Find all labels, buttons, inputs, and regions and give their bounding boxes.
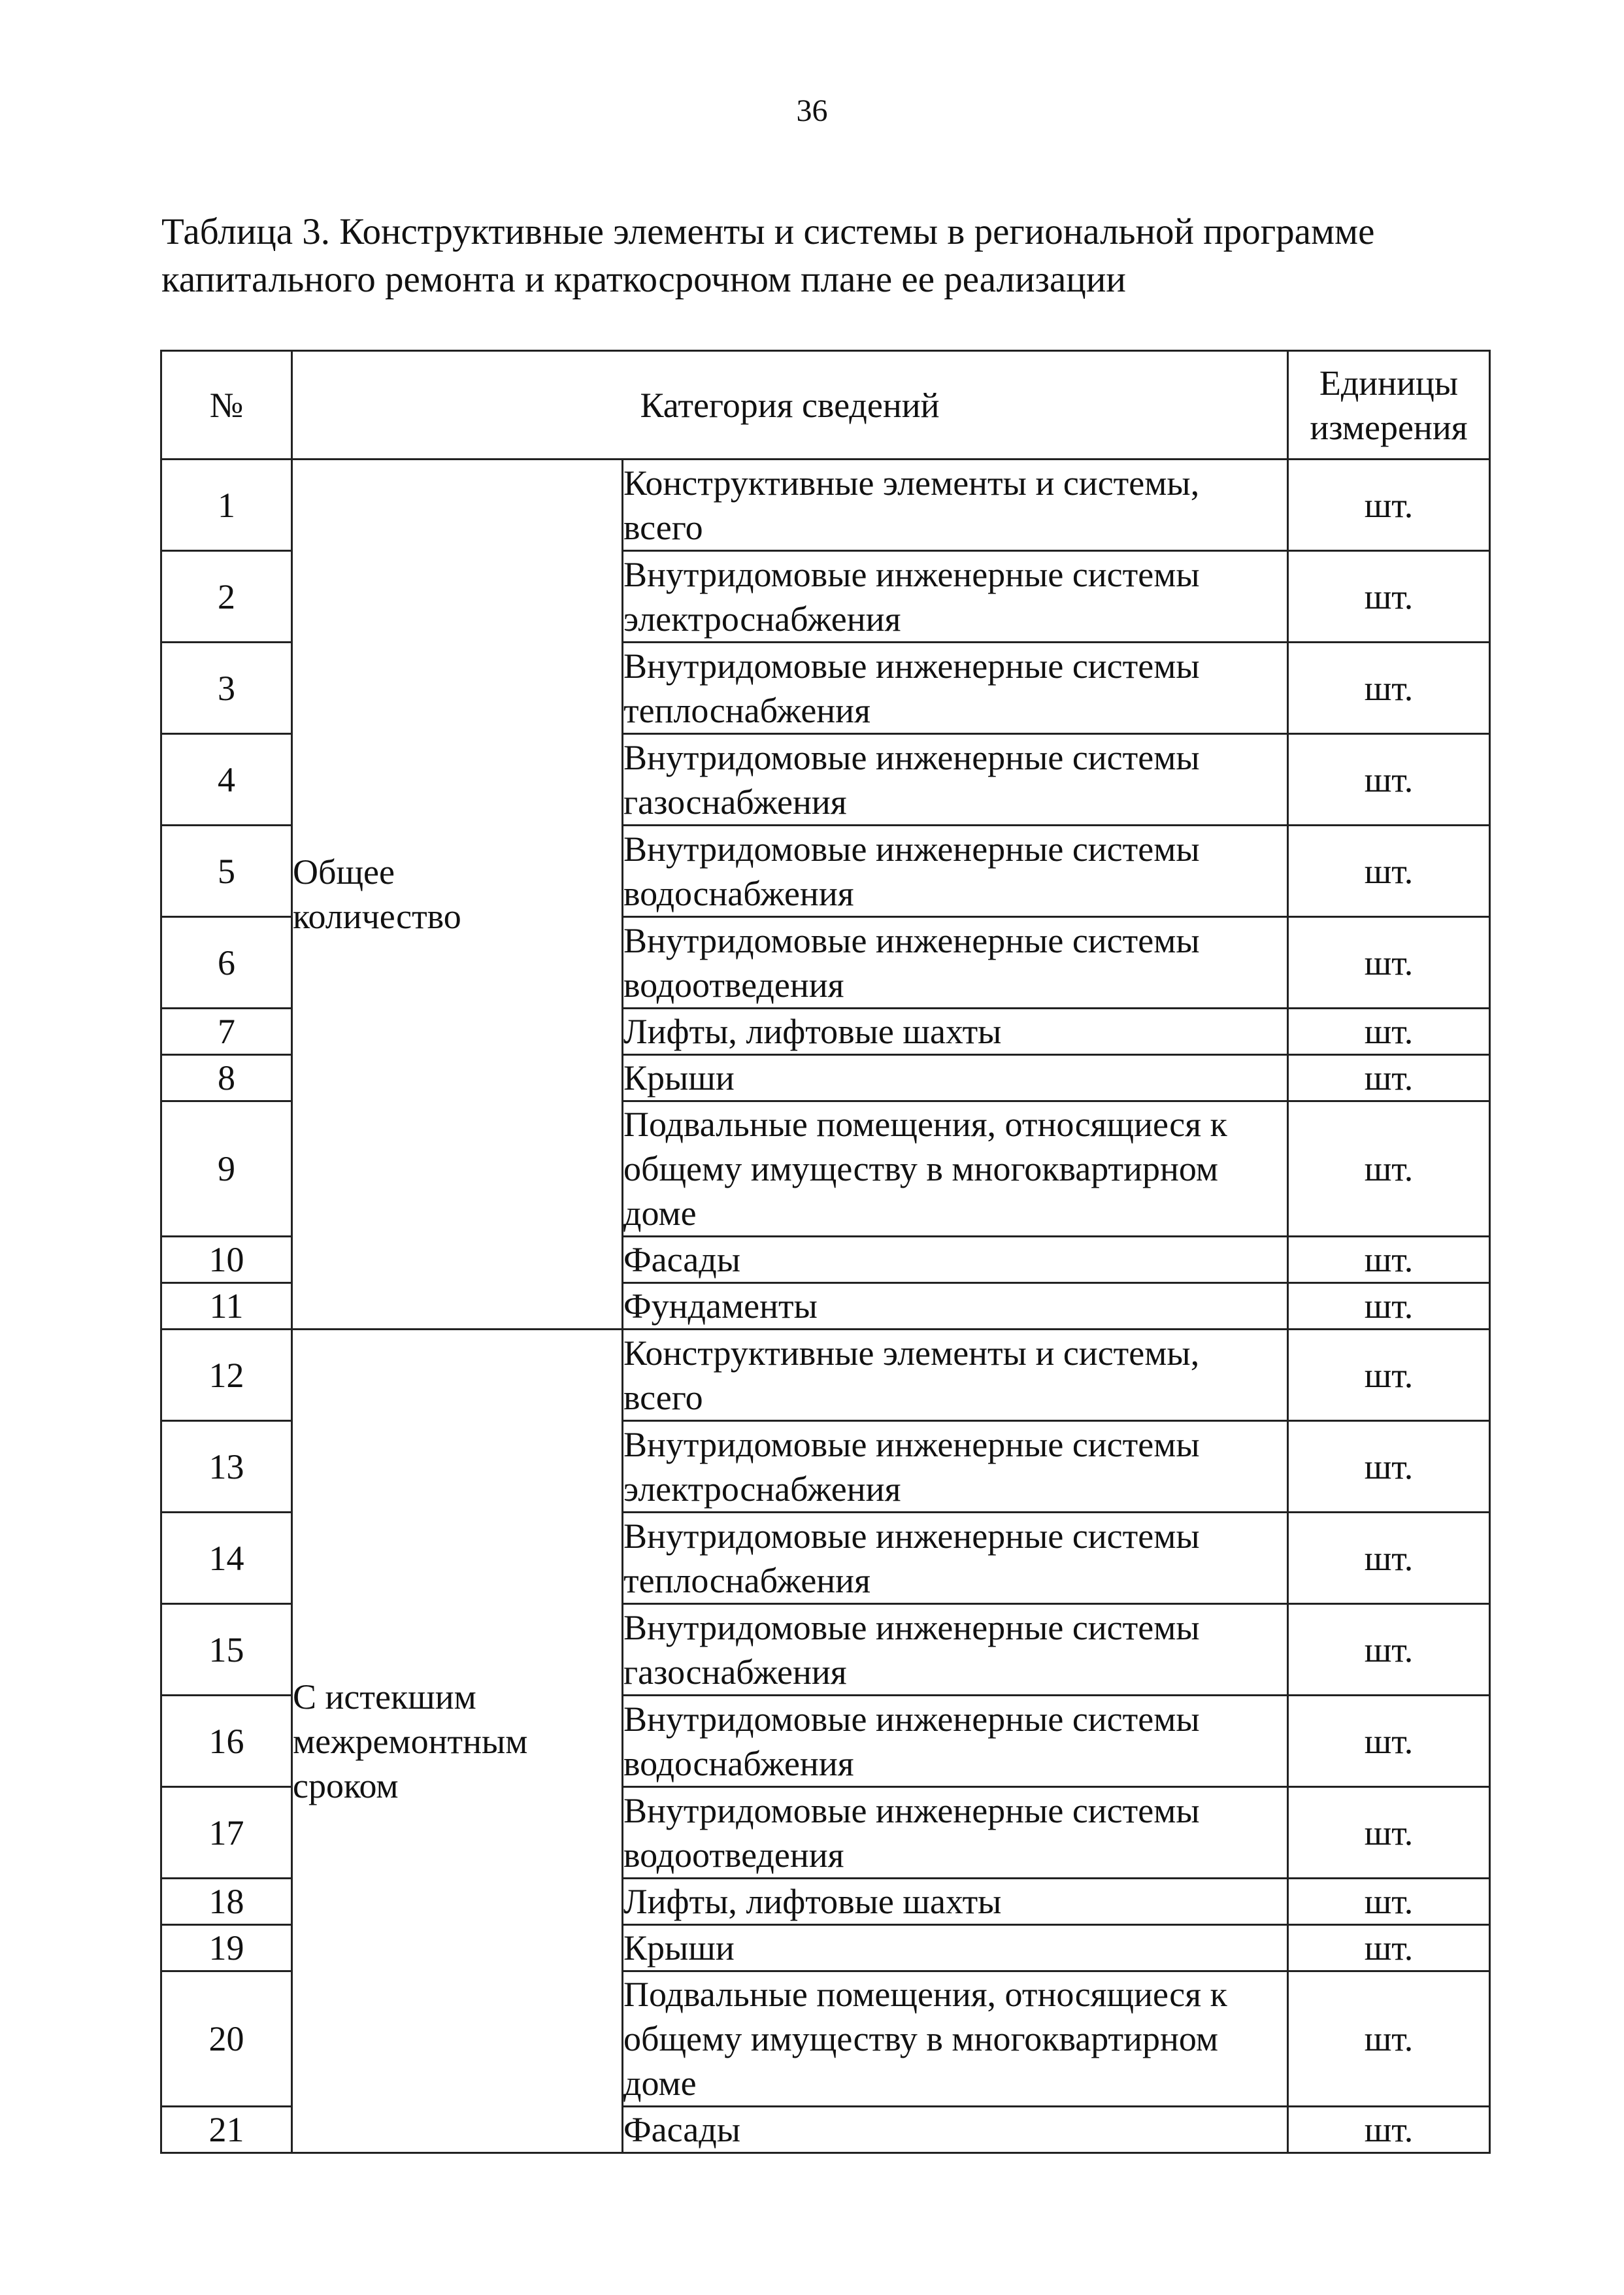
row-number: 13 [161,1421,292,1513]
row-unit: шт. [1288,1421,1490,1513]
row-item: Внутридомовые инженерные системы теплоснабжения [623,1513,1288,1604]
row-item: Внутридомовые инженерные системы газоснабжения [623,734,1288,826]
row-item: Фасады [623,1237,1288,1283]
row-number: 17 [161,1787,292,1879]
row-unit: шт. [1288,1513,1490,1604]
row-number: 2 [161,551,292,643]
row-item: Подвальные помещения, относящиеся к общему имуществу в многоквартирном доме [623,1101,1288,1237]
row-number: 20 [161,1971,292,2107]
row-number: 6 [161,917,292,1009]
elements-table [160,350,1491,2154]
row-number: 16 [161,1696,292,1787]
row-item: Внутридомовые инженерные системы водоотведения [623,1787,1288,1879]
row-unit: шт. [1288,1971,1490,2107]
row-unit: шт. [1288,1787,1490,1879]
row-number: 8 [161,1055,292,1101]
row-number: 21 [161,2107,292,2153]
table-caption: Таблица 3. Конструктивные элементы и системы в региональной программе капитального ремонта и краткосрочном плане ее реализации [161,211,1375,300]
header-number: № [161,351,292,460]
row-number: 19 [161,1925,292,1971]
row-unit: шт. [1288,1009,1490,1055]
row-unit: шт. [1288,460,1490,551]
row-number: 3 [161,643,292,734]
group-category-label: С истекшим межремонтным сроком [292,1330,623,2153]
row-item: Внутридомовые инженерные системы газоснабжения [623,1604,1288,1696]
row-unit: шт. [1288,1101,1490,1237]
row-unit: шт. [1288,1055,1490,1101]
row-item: Лифты, лифтовые шахты [623,1009,1288,1055]
row-item: Внутридомовые инженерные системы водоснабжения [623,1696,1288,1787]
group-category-label: Общее количество [292,460,623,1330]
row-item: Внутридомовые инженерные системы теплоснабжения [623,643,1288,734]
row-unit: шт. [1288,1879,1490,1925]
row-number: 18 [161,1879,292,1925]
row-item: Крыши [623,1925,1288,1971]
row-item: Крыши [623,1055,1288,1101]
row-item: Внутридомовые инженерные системы водоотведения [623,917,1288,1009]
row-unit: шт. [1288,1237,1490,1283]
table-row [161,460,1490,551]
row-item: Подвальные помещения, относящиеся к общему имуществу в многоквартирном доме [623,1971,1288,2107]
header-unit: Единицы измерения [1288,351,1490,460]
row-number: 15 [161,1604,292,1696]
table-header-row [161,351,1490,460]
row-item: Внутридомовые инженерные системы водоснабжения [623,826,1288,917]
row-item: Фасады [623,2107,1288,2153]
row-unit: шт. [1288,551,1490,643]
header-category: Категория сведений [292,351,1288,460]
row-unit: шт. [1288,917,1490,1009]
row-item: Конструктивные элементы и системы, всего [623,1330,1288,1421]
row-number: 10 [161,1237,292,1283]
row-item: Лифты, лифтовые шахты [623,1879,1288,1925]
row-number: 12 [161,1330,292,1421]
row-number: 7 [161,1009,292,1055]
page-number: 36 [796,93,828,128]
row-number: 11 [161,1283,292,1330]
row-number: 9 [161,1101,292,1237]
row-unit: шт. [1288,2107,1490,2153]
table-body [161,460,1490,2153]
table-row [161,1330,1490,1421]
row-unit: шт. [1288,826,1490,917]
row-number: 4 [161,734,292,826]
row-item: Конструктивные элементы и системы, всего [623,460,1288,551]
row-unit: шт. [1288,1925,1490,1971]
row-item: Внутридомовые инженерные системы электроснабжения [623,1421,1288,1513]
row-unit: шт. [1288,734,1490,826]
row-unit: шт. [1288,1283,1490,1330]
row-unit: шт. [1288,1604,1490,1696]
row-number: 5 [161,826,292,917]
row-unit: шт. [1288,643,1490,734]
row-unit: шт. [1288,1696,1490,1787]
row-item: Внутридомовые инженерные системы электроснабжения [623,551,1288,643]
row-item: Фундаменты [623,1283,1288,1330]
row-unit: шт. [1288,1330,1490,1421]
row-number: 14 [161,1513,292,1604]
row-number: 1 [161,460,292,551]
